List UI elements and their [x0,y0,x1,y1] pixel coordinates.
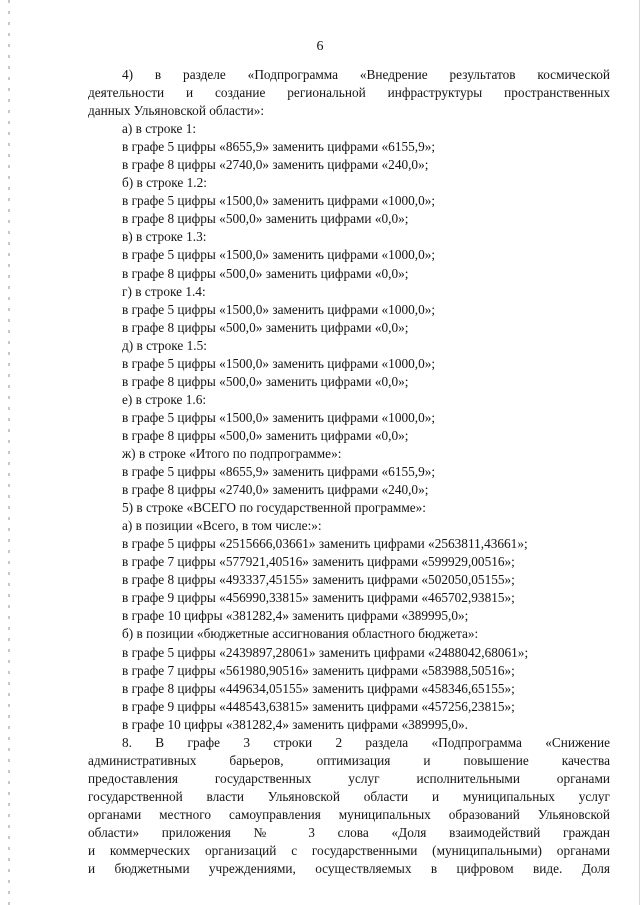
text-line: в графе 8 цифры «2740,0» заменить цифрами «240,0»; [122,482,429,498]
text-line: в графе 8 цифры «500,0» заменить цифрами «0,0»; [122,265,409,281]
text-line: в графе 5 цифры «1500,0» заменить цифрами «1000,0»; [122,409,436,425]
text-line: в графе 10 цифры «381282,4» заменить цифрами «389995,0»; [122,608,469,624]
text-line: г) в строке 1.4: [122,283,206,299]
text-line: государственной власти Ульяновской области и муниципальных услуг [88,788,610,804]
text-line: в графе 5 цифры «8655,9» заменить цифрами «6155,9»; [122,139,436,155]
text-line: е) в строке 1.6: [122,391,207,407]
text-line: в графе 5 цифры «2515666,03661» заменить цифрами «2563811,43661»; [122,536,528,552]
text-line: в графе 5 цифры «2439897,28061» заменить цифрами «2488042,68061»; [122,644,529,660]
text-line: в графе 5 цифры «1500,0» заменить цифрами «1000,0»; [122,301,436,317]
text-line: в) в строке 1.3: [122,229,207,245]
text-line: в графе 8 цифры «500,0» заменить цифрами «0,0»; [122,211,409,227]
text-line: в графе 5 цифры «8655,9» заменить цифрами «6155,9»; [122,464,436,480]
text-line: в графе 5 цифры «1500,0» заменить цифрами «1000,0»; [122,193,436,209]
text-line: в графе 9 цифры «456990,33815» заменить цифрами «465702,93815»; [122,590,515,606]
text-line: д) в строке 1.5: [122,337,207,353]
text-line: в графе 7 цифры «561980,90516» заменить цифрами «583988,50516»; [122,662,515,678]
text-line: 8. В графе 3 строки 2 раздела «Подпрограмма «Снижение [122,734,610,750]
text-line: 5) в строке «ВСЕГО по государственной программе»: [122,500,426,516]
text-line: данных Ульяновской области»: [88,103,265,119]
text-line: в графе 7 цифры «577921,40516» заменить цифрами «599929,00516»; [122,554,515,570]
text-line: и бюджетными учреждениями, осуществляемых в цифровом виде. Доля [88,861,610,877]
text-line: области» приложения № 3 слова «Доля взаимодействий граждан [88,824,610,840]
text-line: в графе 8 цифры «500,0» заменить цифрами «0,0»; [122,373,409,389]
text-line: в графе 8 цифры «449634,05155» заменить цифрами «458346,65155»; [122,680,515,696]
text-line: в графе 8 цифры «493337,45155» заменить цифрами «502050,05155»; [122,572,515,588]
binding-hole-marks [8,0,10,905]
text-line: в графе 5 цифры «1500,0» заменить цифрами «1000,0»; [122,247,436,263]
text-line: б) в строке 1.2: [122,175,207,191]
text-line: административных барьеров, оптимизация и повышение качества [88,752,610,768]
document-body [88,66,610,878]
text-line: а) в строке 1: [122,121,197,137]
text-line: а) в позиции «Всего, в том числе:»: [122,518,322,534]
text-line: и коммерческих организаций с государственными (муниципальными) органами [88,843,610,859]
text-line: в графе 10 цифры «381282,4» заменить цифрами «389995,0». [122,716,468,732]
text-line: 4) в разделе «Подпрограмма «Внедрение результатов космической [122,67,610,82]
text-line: в графе 9 цифры «448543,63815» заменить цифрами «457256,23815»; [122,698,515,714]
text-line: ж) в строке «Итого по подпрограмме»: [122,445,342,461]
text-line: деятельности и создание региональной инфраструктуры пространственных [88,85,610,101]
text-line: в графе 8 цифры «2740,0» заменить цифрами «240,0»; [122,157,429,173]
text-line: предоставления государственных услуг исполнительными органами [88,770,610,786]
text-line: в графе 8 цифры «500,0» заменить цифрами «0,0»; [122,427,409,443]
text-line: в графе 8 цифры «500,0» заменить цифрами «0,0»; [122,319,409,335]
text-line: в графе 5 цифры «1500,0» заменить цифрами «1000,0»; [122,355,436,371]
text-line: органами местного самоуправления муниципальных образований Ульяновской [88,806,610,822]
text-line: б) в позиции «бюджетные ассигнования областного бюджета»: [122,626,479,642]
page-number: 6 [316,39,324,54]
